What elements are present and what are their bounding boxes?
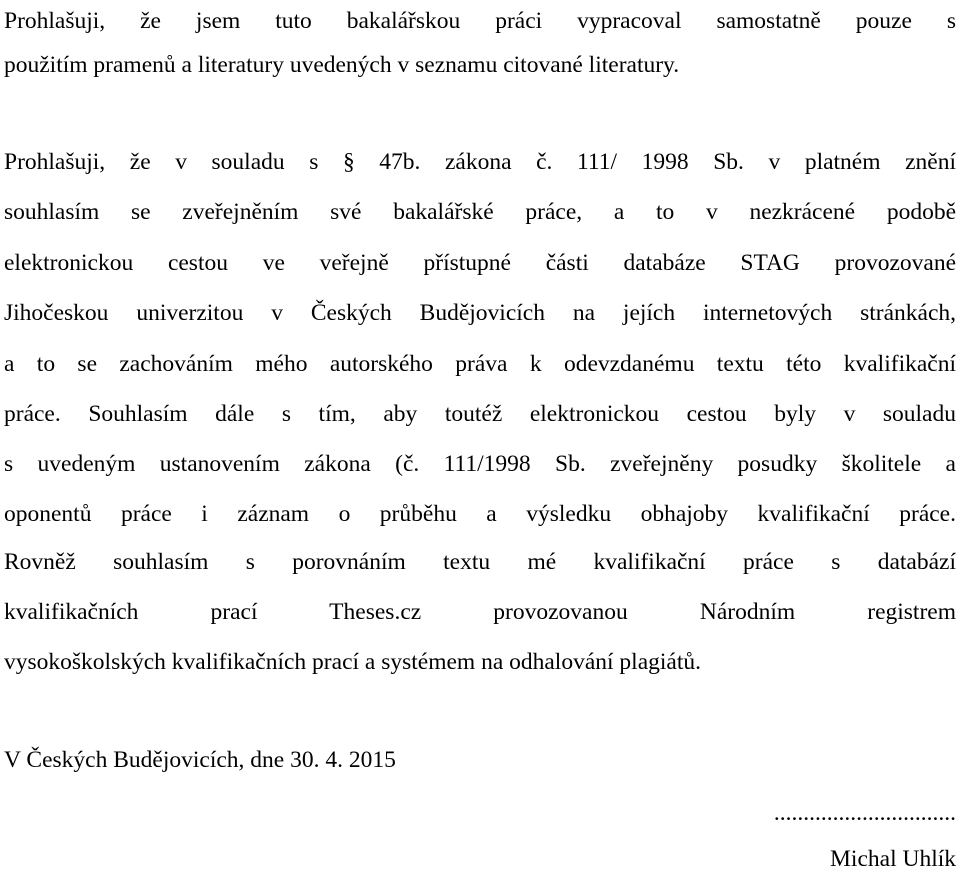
declaration-2-line-1: Prohlašuji, že v souladu s § 47b. zákona č. 111/ 1998 Sb. v platném znění [4,149,956,175]
declaration-2-line-6: práce. Souhlasím dále s tím, aby toutéž elektronickou cestou byly v souladu [4,401,956,427]
author-name: Michal Uhlík [830,846,956,872]
declaration-2-line-2: souhlasím se zveřejněním své bakalářské práce, a to v nezkrácené podobě [4,199,956,225]
declaration-2-line-9: Rovněž souhlasím s porovnáním textu mé kvalifikační práce s databází [4,549,956,575]
declaration-2-line-10: kvalifikačních prací Theses.cz provozovanou Národním registrem [4,599,956,625]
declaration-1-line-2: použitím pramenů a literatury uvedených v seznamu citované literatury. [4,52,680,78]
declaration-1-line-1: Prohlašuji, že jsem tuto bakalářskou práci vypracoval samostatně pouze s [4,8,956,34]
declaration-2-line-5: a to se zachováním mého autorského práva k odevzdanému textu této kvalifikační [4,351,956,377]
place-and-date: V Českých Budějovicích, dne 30. 4. 2015 [4,747,396,773]
declaration-2-line-7: s uvedeným ustanovením zákona (č. 111/1998 Sb. zveřejněny posudky školitele a [4,451,956,477]
declaration-2-line-4: Jihočeskou univerzitou v Českých Budějovicích na jejích internetových stránkách, [4,300,956,326]
declaration-2-line-3: elektronickou cestou ve veřejně přístupné části databáze STAG provozované [4,250,956,276]
declaration-2-line-11: vysokoškolských kvalifikačních prací a systémem na odhalování plagiátů. [4,649,701,675]
declaration-2-line-8: oponentů práce i záznam o průběhu a výsledku obhajoby kvalifikační práce. [4,501,956,527]
signature-line: ............................... [773,800,956,826]
